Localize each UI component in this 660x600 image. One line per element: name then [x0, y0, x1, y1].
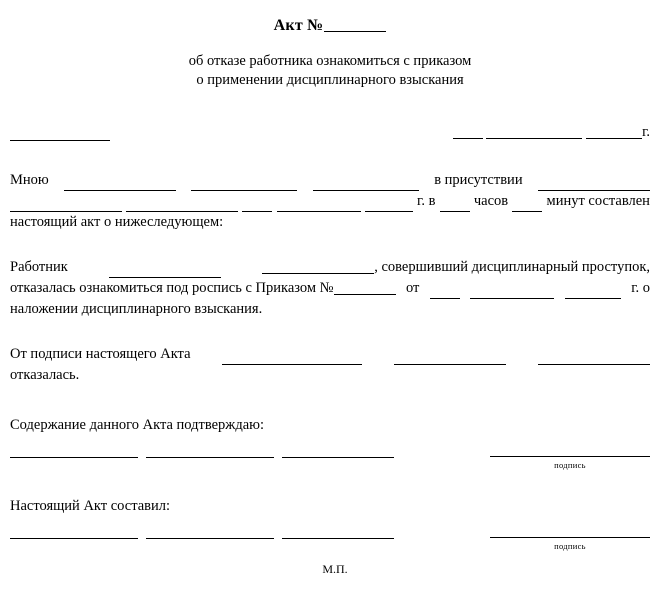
document-subtitle — [10, 35, 650, 90]
compiled-name-blanks — [10, 537, 394, 539]
date-year-blank[interactable] — [586, 127, 642, 139]
date-group — [453, 124, 650, 141]
confirmation-heading: Содержание данного Акта подтверждаю: — [10, 417, 264, 433]
compiled-block — [10, 470, 650, 551]
order-year-suffix: г. о — [631, 280, 650, 296]
compiled-signature-row — [10, 517, 650, 551]
confirmation-signature-caption: подпись — [554, 460, 586, 470]
witness-blank-2[interactable] — [10, 200, 122, 212]
confirmation-signature-row — [10, 436, 650, 470]
order-number-blank[interactable] — [334, 283, 396, 295]
subtitle-line-1: об отказе работника ознакомиться с приказом — [188, 53, 472, 69]
date-month-blank[interactable] — [486, 127, 582, 139]
paragraph-compiled-by-line-3: настоящий акт о нижеследующем: — [10, 214, 224, 230]
act-date-year-blank[interactable] — [365, 200, 413, 212]
paragraph-refusal-line-1 — [10, 344, 650, 365]
compiled-heading: Настоящий Акт составил: — [10, 498, 171, 514]
refusal-blank-1[interactable] — [222, 353, 362, 365]
stamp-place-mark — [0, 562, 660, 577]
order-lead-text: отказалась ознакомиться под роспись с Приказом № — [10, 280, 334, 296]
confirmation-name-blanks — [10, 456, 394, 458]
compiled-blank-3[interactable] — [282, 537, 394, 539]
compiler-name-blank-3[interactable] — [313, 179, 419, 191]
confirmation-block — [10, 386, 650, 470]
refused-to-sign-order-text — [10, 278, 396, 299]
confirmation-blank-3[interactable] — [282, 456, 394, 458]
order-date-month-blank[interactable] — [470, 287, 554, 299]
compiler-name-blank-2[interactable] — [191, 179, 297, 191]
compiled-signature-field — [490, 537, 650, 551]
minutes-label: минут составлен — [546, 193, 650, 209]
refusal-blank-3[interactable] — [538, 353, 650, 365]
refusal-lead: От подписи настоящего Акта — [10, 346, 191, 362]
act-date-day-blank[interactable] — [242, 200, 272, 212]
hours-label: часов — [473, 193, 509, 209]
title-text: Акт № — [273, 17, 324, 34]
paragraph-refusal-line-2: отказалась. — [10, 367, 80, 383]
employee-name-blank-2-wrap — [262, 257, 650, 278]
order-from-label: от — [405, 280, 420, 296]
witness-blank-1[interactable] — [538, 179, 650, 191]
place-blank[interactable] — [10, 129, 110, 141]
paragraph-compiled-by — [10, 141, 650, 233]
in-presence-of-label: в присутствии — [434, 172, 523, 188]
paragraph-compiled-by-line-2 — [10, 191, 650, 212]
confirmation-blank-1[interactable] — [10, 456, 138, 458]
subtitle-line-2: о применении дисциплинарного взыскания — [196, 72, 464, 88]
refusal-blank-2[interactable] — [394, 353, 506, 365]
place-and-date-row — [10, 90, 650, 141]
compiled-blank-2[interactable] — [146, 537, 274, 539]
paragraph-refusal — [10, 320, 650, 386]
employee-name-blank-2[interactable] — [262, 262, 374, 274]
compiled-blank-1[interactable] — [10, 537, 138, 539]
order-date-day-blank[interactable] — [430, 287, 460, 299]
confirmation-blank-2[interactable] — [146, 456, 274, 458]
date-year-suffix: г. — [642, 124, 650, 140]
order-date-year-blank[interactable] — [565, 287, 621, 299]
witness-blank-3[interactable] — [126, 200, 238, 212]
employee-lead: Работник — [10, 259, 68, 275]
act-hours-blank[interactable] — [440, 200, 470, 212]
act-minutes-blank[interactable] — [512, 200, 542, 212]
employee-misconduct-text: , совершивший дисциплинарный проступок, — [374, 259, 650, 275]
act-number-blank[interactable] — [324, 31, 386, 32]
compiled-by-lead: Мною — [10, 172, 49, 188]
confirmation-signature-field — [490, 456, 650, 470]
act-year-suffix: г. в — [417, 193, 436, 209]
employee-name-blank-1[interactable] — [109, 266, 221, 278]
stamp-place-text: М.П. — [322, 562, 348, 576]
compiler-name-blank-1[interactable] — [64, 179, 176, 191]
act-date-month-blank[interactable] — [277, 200, 361, 212]
paragraph-employee-line-1 — [10, 257, 650, 278]
paragraph-employee — [10, 233, 650, 320]
date-day-blank[interactable] — [453, 127, 483, 139]
compiled-signature-caption: подпись — [554, 541, 586, 551]
page-title — [10, 0, 650, 35]
paragraph-employee-line-2 — [10, 278, 650, 299]
paragraph-compiled-by-line-1 — [10, 170, 650, 191]
paragraph-employee-line-3: наложении дисциплинарного взыскания. — [10, 301, 263, 317]
